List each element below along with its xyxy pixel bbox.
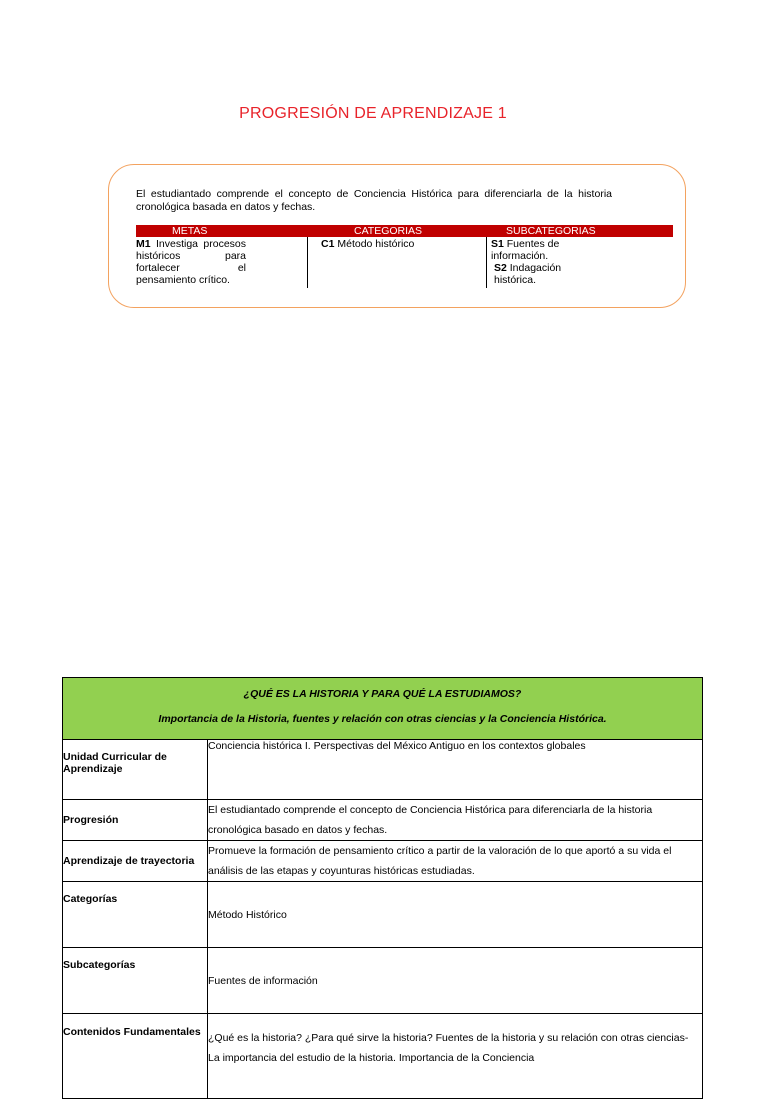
page-title: PROGRESIÓN DE APRENDIZAJE 1 [239,105,507,122]
column-divider [486,237,487,288]
subcategoria-text: Indagación histórica. [494,262,562,286]
row-label: Aprendizaje de trayectoria [63,841,208,882]
table-row [63,1014,703,1099]
row-value: ¿Qué es la historia? ¿Para qué sirve la historia? Fuentes de la historia y su relación con otras ciencias- La importancia del estudio de la historia. Importancia de la Conciencia [208,1014,703,1099]
column-divider [307,237,308,288]
meta-cell [136,238,246,286]
row-label: Contenidos Fundamentales [63,1014,208,1099]
row-value: Fuentes de información [208,948,703,1014]
row-label: Unidad Curricular de Aprendizaje [63,740,208,800]
row-value: Promueve la formación de pensamiento crítico a partir de la valoración de lo que aportó a su vida el análisis de las etapas y coyunturas históricas estudiadas. [208,841,703,882]
categoria-cell [321,238,481,250]
row-label: Progresión [63,800,208,841]
table-row [63,800,703,841]
progression-description: El estudiantado comprende el concepto de Conciencia Histórica para diferenciarla de la historia cronológica basada en datos y fechas. [136,188,612,213]
table-row [63,948,703,1014]
row-value: Conciencia histórica I. Perspectivas del México Antiguo en los contextos globales [208,740,703,800]
table-subtitle: Importancia de la Historia, fuentes y relación con otras ciencias y la Conciencia Histórica. [158,713,607,725]
metas-categorias-table [136,225,673,289]
progression-box [108,164,686,308]
row-label: Subcategorías [63,948,208,1014]
categoria-code: C1 [321,238,335,250]
categorias-header: CATEGORIAS [354,225,423,237]
metas-categorias-header [136,225,673,237]
row-label: Categorías [63,882,208,948]
meta-text: Investiga procesos históricos para fortalecer el pensamiento crítico. [136,238,246,286]
metas-header: METAS [172,225,208,237]
info-table [62,677,703,1099]
subcategoria-code: S2 [494,262,507,274]
table-row [63,882,703,948]
subcategoria-item [491,238,586,262]
meta-code: M1 [136,238,151,250]
table-row [63,740,703,800]
subcategorias-header: SUBCATEGORIAS [506,225,596,237]
row-value: El estudiantado comprende el concepto de Conciencia Histórica para diferenciarla de la historia cronológica basado en datos y fechas. [208,800,703,841]
subcategoria-text: Fuentes de información. [491,238,560,262]
table-row [63,841,703,882]
subcategoria-item [491,262,586,286]
subcategoria-code: S1 [491,238,504,250]
table-question: ¿QUÉ ES LA HISTORIA Y PARA QUÉ LA ESTUDIAMOS? [243,688,522,700]
table-header [63,678,703,740]
subcategorias-cell [491,238,586,286]
categoria-text: Método histórico [337,238,415,250]
row-value: Método Histórico [208,882,703,948]
